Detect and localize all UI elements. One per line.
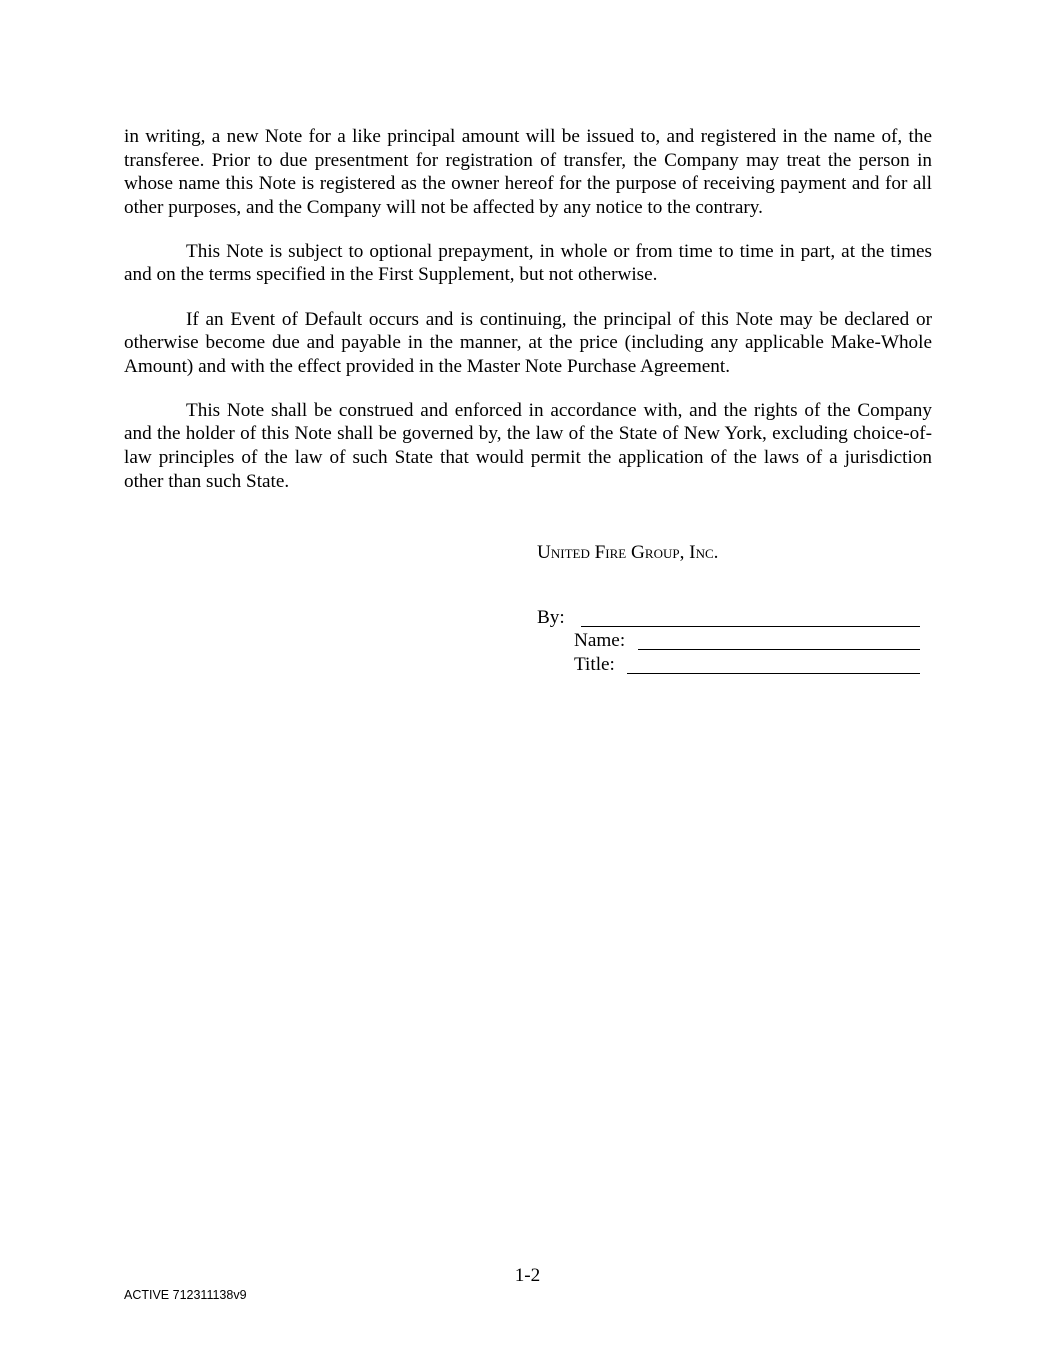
by-label: By: (537, 606, 565, 628)
document-id: ACTIVE 712311138v9 (124, 1288, 247, 1302)
title-signature-line (627, 673, 920, 674)
company-name: United Fire Group, Inc. (537, 542, 719, 563)
paragraph-transfer: in writing, a new Note for a like principal amount will be issued to, and registered in the name of, the transferee. Prior to due presentment for registration of transfer, the Company may treat the person in whose name this Note is registered as the owner hereof for the purpose of receiving payment and for all other purposes, and the Company will not be affected by any notice to the contrary. (124, 126, 932, 218)
paragraph-default: If an Event of Default occurs and is continuing, the principal of this Note may be declared or otherwise become due and payable in the manner, at the price (including any applicable Make-Whole Amount) and with the effect provided in the Master Note Purchase Agreement. (124, 308, 932, 377)
by-signature-line (581, 626, 920, 627)
name-label: Name: (574, 630, 626, 652)
signature-name-row (537, 629, 937, 653)
paragraph-governing-law: This Note shall be construed and enforced in accordance with, and the rights of the Company and the holder of this Note shall be governed by, the law of the State of New York, excluding choice-of-law principles of the law of such State that would permit the application of the laws of a jurisdiction other than such State. (124, 399, 932, 492)
document-body (124, 125, 932, 514)
signature-by-row (537, 606, 937, 630)
title-label: Title: (574, 653, 615, 675)
paragraph-prepayment: This Note is subject to optional prepayment, in whole or from time to time in part, at the times and on the terms specified in the First Supplement, but not otherwise. (124, 240, 932, 286)
signature-title-row (537, 653, 937, 677)
signature-block (537, 541, 937, 676)
page-number: 1-2 (514, 1265, 541, 1286)
name-signature-line (638, 649, 920, 650)
